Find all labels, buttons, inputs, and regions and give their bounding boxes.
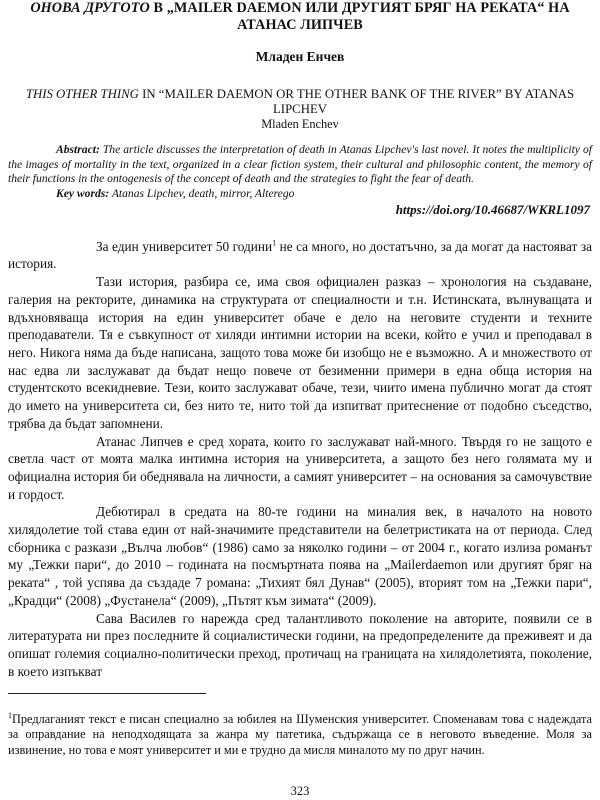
paragraph: Дебютирал в средата на 80-те години на миналия век, в началото на новото хилядолетие той става един от най-значимите представители на белетристиката на от периода. След сборника с разкази „Вълча любов“ (1986) само за няколко години – от 2004 г., когато излиза романът му „Тежки пари“, до 2010 – годината на посмъртната поява на „Mailerdaemon или другият бряг на реката“ , той успява да създаде 7 романа: „Тихият бял Дунав“ (2005), вторият том на „Тежки пари“, „Крадци“ (2008) „Фустанела“ (2009), „Пътят към зимата“ (2009). xyxy=(8,504,592,608)
abstract-label: Abstract: xyxy=(56,143,100,156)
author-english: Mladen Enchev xyxy=(261,117,339,131)
page-number: 323 xyxy=(290,784,310,798)
abstract xyxy=(8,143,592,187)
article-body xyxy=(8,238,592,681)
title-bulgarian xyxy=(8,0,592,34)
title-en-rest: IN “MAILER DAEMON OR THE OTHER BANK OF THE RIVER” BY ATANAS LIPCHEV xyxy=(138,87,575,116)
footnote-number: 1 xyxy=(8,710,12,720)
title-bg-italic-part: ОНОВА ДРУГОТО xyxy=(30,0,150,16)
keywords-label: Key words: xyxy=(56,186,110,200)
keywords xyxy=(8,187,592,201)
doi-link[interactable]: https://doi.org/10.46687/WKRL1097 xyxy=(395,201,590,217)
title-en-italic-part: THIS OTHER THING xyxy=(25,87,139,101)
title-english xyxy=(8,87,592,117)
paragraph: Атанас Липчев е сред хората, които го заслужават най-много. Твърдя го не защото е светла част от моята малка интимна история на университета, а защото без него голямата му и официална история би обеднявала на личности, а самият университет – на основания за самочувствие и гордост. xyxy=(8,433,592,502)
footnote-divider xyxy=(8,693,206,694)
paragraph: Сава Василев го нарежда сред талантливото поколение на авторите, появили се в литературата ни през последните й социалистически години, на предопределените да преживеят и да опишат големия социално-политически преход, протичащ на границата на хилядолетията, поколение, в което изпъкват xyxy=(8,610,592,679)
footnote-text: Предлаганият текст е писан специално за юбилея на Шуменския университет. Споменавам това с надеждата за оправдание на неподходящата за жанра му патетика, съдържаща се в неговото въведение. Моля за извинение, но това е моят университет и ми е трудно да мисля миналото му по друг начин. xyxy=(8,712,592,757)
author-bulgarian: Младен Енчев xyxy=(255,49,345,64)
abstract-text: The article discusses the interpretation of death in Atanas Lipchev's last novel. It notes the multiplicity of the images of mortality in the text, organized in a clear fiction system, their cultural and philosophic content, the memory of their functions in the ontogenesis of the concept of death and the strategies to fight the fear of death. xyxy=(8,143,592,186)
footnote xyxy=(8,712,592,758)
keywords-text: Atanas Lipchev, death, mirror, Alterego xyxy=(109,186,295,200)
paragraph: Тази история, разбира се, има своя официален разказ – хронология на създаване, галерия на ректорите, динамика на структурата от специалности и т.н. Истинската, вълнуващата и вдъхновяваща история на един университет обаче е дело на неговите студенти и техните преподаватели. Тя е съвкупност от хиляди интимни истории на всеки, който е учил и преподавал в него. Никога няма да бъде написана, защото това може би изобщо не е възможно. А и множеството от нас едва ли заслужават да бъдат нещо повече от безименни примери в една обща история на студентското всекидневие. Тези, които заслужават обаче, тези, чиито имена публично могат да стоят до името на университета си, без нито те, нито той да изпитват притеснение от подобно съседство, трябва да бъдат запомнени. xyxy=(8,274,592,431)
title-bg-rest: В „MAILER DAEMON ИЛИ ДРУГИЯТ БРЯГ НА РЕКАТА“ НА АТАНАС ЛИПЧЕВ xyxy=(149,0,570,33)
paragraph: За един университет 50 години$^1$ не са много, но достатъчно, за да могат да настояват за история. xyxy=(8,238,592,272)
footnote-marker[interactable]: 1 xyxy=(272,238,277,248)
